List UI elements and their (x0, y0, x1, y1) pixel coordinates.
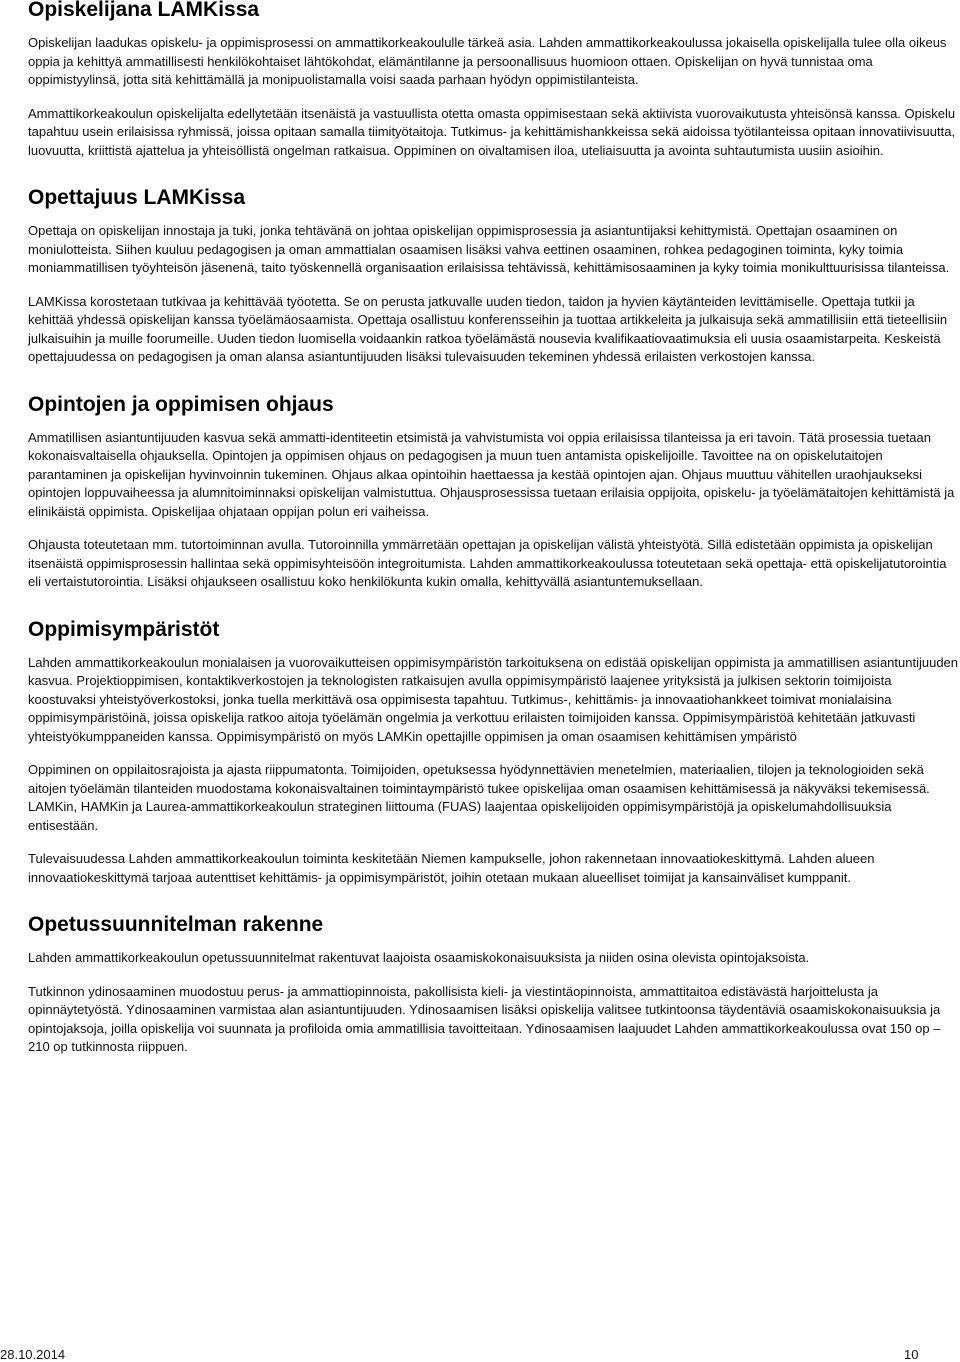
paragraph: Lahden ammattikorkeakoulun opetussuunnitelmat rakentuvat laajoista osaamiskokonaisuuksista ja niiden osina olevista opintojaksoista. (28, 950, 810, 965)
section-heading-ohjaus: Opintojen ja oppimisen ohjaus (28, 392, 334, 416)
paragraph: Ammatillisen asiantuntijuuden kasvua sekä ammatti-identiteetin etsimistä ja vahvistumista voi oppia erilaisissa tilanteissa ja eri tavoin. Tätä prosessia tuetaan kokonaisvaltaisella ohjauksella. Opintojen ja oppimisen ohjaus on pedagogisen ja muun tuen antamista opiskelijoille. Tavoittee na on opiskelutaitojen parantaminen ja opiskelijan hyvinvoinnin tukeminen. Ohjaus alkaa opintoihin haettaessa ja kestää opintojen ajan. Ohjaus muuttuu vähitellen uraohjaukseksi opintojen loppuvaiheessa ja alumnitoiminnaksi opiskelijan valmistuttua. Ohjausprosessissa tuetaan erilaisia oppijoita, opiskelu- ja työelämätaitojen kehittämistä ja elinikäistä oppimista. Opiskelijaa ohjataan oppijan polun eri vaiheissa. (28, 429, 955, 519)
paragraph: Oppiminen on oppilaitosrajoista ja ajasta riippumatonta. Toimijoiden, opetuksessa hyödynnettävien menetelmien, materiaalien, tilojen ja teknologioiden sekä aitojen työelämän tilanteiden muodostama kokonaisvaltainen toimintaympäristö tukee opiskelijaa oman osaamisen kehittämisessä ja näkyväksi tekemisessä. LAMKin, HAMKin ja Laurea-ammattikorkeakoulun strateginen liittouma (FUAS) laajentaa opiskelijoiden oppimisympäristöjä ja opiskelumahdollisuuksia entisestään. (28, 762, 930, 833)
paragraph: Lahden ammattikorkeakoulun monialaisen ja vuorovaikutteisen oppimisympäristön tarkoituksena on edistää opiskelijan oppimista ja ammatillisen asiantuntijuuden kasvua. Projektioppimisen, kontaktikverkostojen ja teknologisten ratkaisujen avulla oppimisympäristö laajenee yrityksistä ja julkisen sektorin toimijoista koostuvaksi yhteistyöverkostoksi, jonka tuella merkittävä osa oppimisesta tapahtuu. Tutkimus-, kehittämis- ja innovaatiohankkeet toimivat monialaisina oppimisympäristöinä, joissa opiskelija ratkoo aitoja työelämän ongelmia ja verkottuu erilaisten toimijoiden kanssa. Oppimisympäristöä kehitetään jatkuvasti yhteistyökumppaneiden kanssa. Oppimisympäristö on myös LAMKin opettajille oppimisen ja oman osaamisen kehittämisen ympäristö (28, 654, 959, 744)
paragraph: Opiskelijan laadukas opiskelu- ja oppimisprosessi on ammattikorkeakoululle tärkeä asia. Lahden ammattikorkeakoulussa jokaisella opiskelijalla tulee olla oikeus oppia ja kehittyä ammatillisesti henkilökohtaiset lähtökohdat, elämäntilanne ja persoonallisuus huomioon ottaen. Opiskelijan on hyvä tunnistaa oma oppimistyylinsä, jotta sitä kehittämällä ja monipuolistamalla voisi saada parhaan hyödyn oppimistilanteista. (28, 35, 947, 87)
section-heading-opettajuus: Opettajuus LAMKissa (28, 186, 246, 209)
document-body (28, 0, 958, 1057)
section-heading-opiskelijana: Opiskelijana LAMKissa (28, 0, 260, 21)
paragraph: Opettaja on opiskelijan innostaja ja tuki, jonka tehtävänä on johtaa opiskelijan oppimisprosessia ja asiantuntijaksi kehittymistä. Opettajan osaaminen on moniulotteista. Siihen kuuluu pedagogisen ja oman ammattialan osaamisen lisäksi vahva eettinen osaaminen, rohkea pedagoginen toiminta, kyky toimia moniammatillisen työyhteisön jäsenenä, taito työskennellä organisaation erilaisissa tehtävissä, kehittämisosaaminen ja kyky toimia monikulttuurisissa tilanteissa. (28, 223, 950, 275)
page-number: 10 (904, 1347, 919, 1362)
section-heading-oppimisymparistot: Oppimisympäristöt (28, 617, 220, 641)
paragraph: Tutkinnon ydinosaaminen muodostuu perus- ja ammattiopinnoista, pakollisista kieli- ja viestintäopinnoista, ammattitaitoa edistävästä harjoittelusta ja opinnäytetyöstä. Ydinosaaminen varmistaa alan asiantuntijuuden. Ydinosaamisen lisäksi opiskelija valitsee tutkintoonsa täydentäviä osaamiskokonaisuuksia ja opintojaksoja, joilla opiskelija voi suunnata ja profiloida omia ammatillisia tavoitteitaan. Ydinosaamisen laajuudet Lahden ammattikorkeakoulussa ovat 150 op – 210 op tutkinnosta riippuen. (28, 983, 941, 1054)
footer-date: 28.10.2014 (0, 1347, 66, 1362)
section-heading-opetussuunnitelma: Opetussuunnitelman rakenne (28, 913, 324, 936)
paragraph: LAMKissa korostetaan tutkivaa ja kehittävää työotetta. Se on perusta jatkuvalle uuden tiedon, taidon ja hyvien käytänteiden levittämiselle. Opettaja tutkii ja kehittää yhdessä opiskelijan kanssa työelämäosaamista. Opettaja osallistuu konferensseihin ja tuottaa artikkeleita ja julkaisuja sekä ammatillisiin että tieteellisiin julkaisuihin ja muille foorumeille. Uuden tiedon luomisella voidaankin ratkoa työelämästä nousevia kvalifikaatiovaatimuksia eli uusia osaamistarpeita. Keskeistä opettajuudessa on pedagogisen ja oman alansa asiantuntijuuden lisäksi tulevaisuuden tekeminen yhdessä erilaisten verkostojen kanssa. (28, 293, 948, 364)
paragraph: Tulevaisuudessa Lahden ammattikorkeakoulun toiminta keskitetään Niemen kampukselle, johon rakennetaan innovaatiokeskittymä. Lahden alueen innovaatiokeskittymä tarjoaa autenttiset kehittämis- ja oppimisympäristöt, joihin otetaan mukaan alueelliset toimijat ja kansainväliset kumppanit. (28, 851, 875, 885)
paragraph: Ohjausta toteutetaan mm. tutortoiminnan avulla. Tutoroinnilla ymmärretään opettajan ja opiskelijan välistä yhteistyötä. Sillä edistetään oppimista ja opiskelijan itsenäistä oppimisprosessin hallintaa sekä oppimisyhteisöön integroitumista. Lahden ammattikorkeakoulussa toteutetaan sekä opettaja- että opiskelijatutorointia eli vertaistutorointia. Lisäksi ohjaukseen osallistuu koko henkilökunta kukin omalla, kehittyvällä asiantuntemuksellaan. (28, 537, 947, 589)
paragraph: Ammattikorkeakoulun opiskelijalta edellytetään itsenäistä ja vastuullista otetta omasta oppimisestaan sekä aktiivista vuorovaikutusta yhteisönsä kanssa. Opiskelu tapahtuu usein erilaisissa ryhmissä, joissa opitaan samalla tiimityötaitoja. Tutkimus- ja kehittämishankkeissa sekä aidoissa työtilanteissa opitaan innovatiivisuutta, luovuutta, kriittistä ajattelua ja yhteisöllistä ongelman ratkaisua. Oppiminen on oivaltamisen iloa, uteliaisuutta ja avointa suhtautumista uusiin asioihin. (28, 105, 956, 158)
